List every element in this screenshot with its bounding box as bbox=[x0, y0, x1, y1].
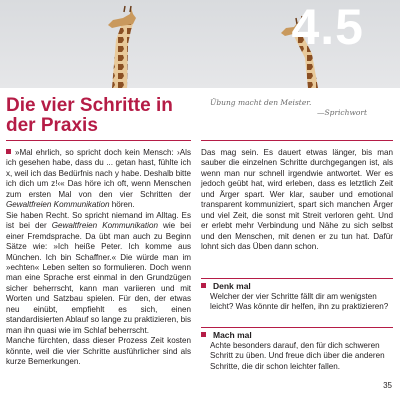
denk-mal-text: Welcher der vier Schritte fällt dir am wenigsten leicht? Was könnte dir helfen, ihn zu praktizieren? bbox=[210, 292, 389, 312]
giraffe-left bbox=[112, 20, 133, 88]
denk-mal-box bbox=[201, 278, 393, 313]
page-number: 35 bbox=[383, 381, 392, 390]
page-title: Die vier Schritte in der Praxis bbox=[6, 95, 173, 136]
denk-mal-title: Denk mal bbox=[213, 281, 251, 291]
square-bullet-icon bbox=[201, 332, 206, 337]
section-marker-icon bbox=[6, 149, 11, 154]
paragraph-ueben: Das mag sein. Es dauert etwas länger, bis man sauber die einzelnen Schritte durchgegangen ist, als wenn man nur schnell irgendwie antwortet. Wer es jedoch geübt hat, wird erleben, dass es letztlich Zeit und Ärger spart. Wer klar, sauber und emotional transparent kommuniziert, spart sich manchen Ärger und viel Zeit, die sonst mit Streit verloren geht. Und er erlebt mehr Verbindung und Nähe zu sich selbst und den Menschen, mit denen er zu tun hat. Dafür lohnt sich das Üben dann schon. bbox=[201, 148, 393, 252]
header-photo-giraffes bbox=[0, 0, 400, 88]
epigraph-text: Übung macht den Meister. bbox=[210, 98, 312, 107]
body-column-left bbox=[6, 148, 191, 368]
paragraph-intro: »Mal ehrlich, so spricht doch kein Mensch: ›Als ich gesehen habe, dass du ... getan hast, fühlte ich x, weil ich das Bedürfnis nach y habe. Deshalb bitte ich dich um z!‹« Das höre ich oft, wenn Menschen zum ersten Mal von den vier Schritten der Gewaltfreien Kommunikation hören. bbox=[6, 148, 191, 210]
mach-mal-text: Achte besonders darauf, den für dich schweren Schritt zu üben. Und freue dich über die anderen Schritte, die dir schon leichter fallen. bbox=[210, 341, 385, 371]
divider-right bbox=[201, 140, 393, 141]
epigraph bbox=[210, 98, 395, 118]
paragraph-zeit: Manche fürchten, dass dieser Prozess Zeit kosten könnte, weil die vier Schritte ausführlicher sind als kurze Bemerkungen. bbox=[6, 336, 191, 367]
square-bullet-icon bbox=[201, 283, 206, 288]
epigraph-author: —Sprichwort bbox=[317, 108, 367, 117]
mach-mal-title: Mach mal bbox=[213, 330, 252, 340]
divider-left bbox=[6, 140, 191, 141]
chapter-number: 4.5 bbox=[291, 0, 364, 55]
body-column-right bbox=[201, 148, 393, 253]
paragraph-fremdsprache: Sie haben Recht. So spricht niemand im Alltag. Es ist bei der Gewaltfreien Kommunikation wie bei einer Fremdsprache. Da übt man auch zu Beginn Sätze wie: »Ich heiße Peter. Ich komme aus München. Ich bin Schaffner.« Die würde man im »echten« Leben selten so formulieren. Doch wenn man eine Sprache erst einmal in den Grundzügen sicher beherrscht, kann man variieren und mit Worten und Satzbau spielen. Für den, der etwas neu einübt, empfiehlt es sich, einen standardisierten Ablauf so lange zu praktizieren, bis man ihn quasi wie im Schlaf beherrscht. bbox=[6, 210, 192, 335]
mach-mal-box bbox=[201, 327, 393, 372]
